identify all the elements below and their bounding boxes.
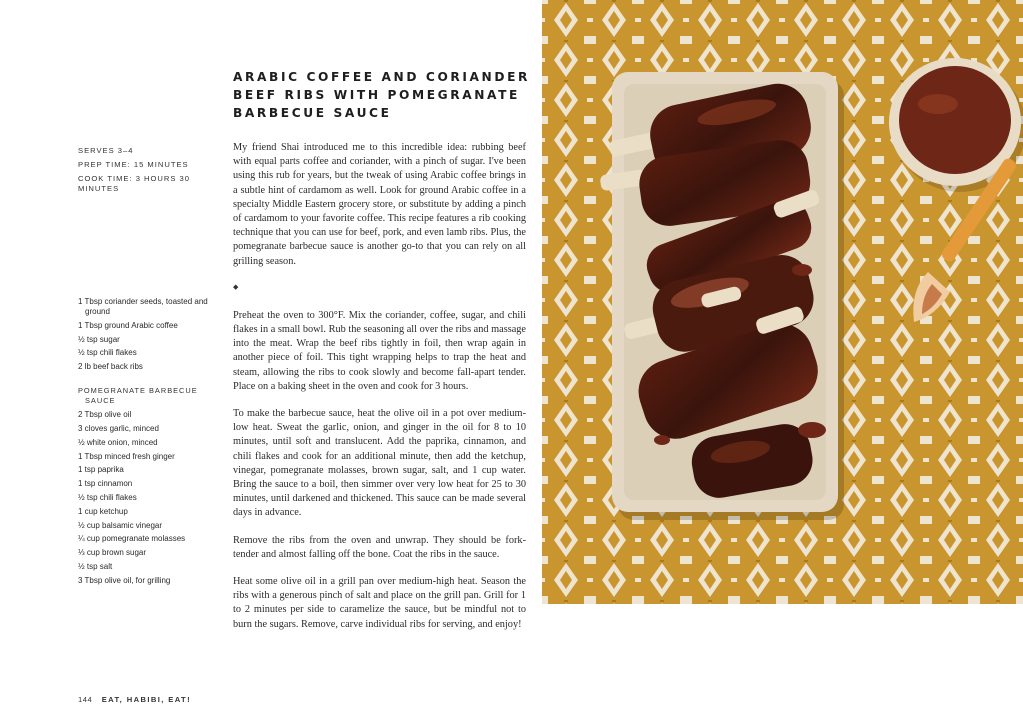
- book-title: EAT, HABIBI, EAT!: [101, 695, 192, 704]
- page-number: 144: [78, 695, 93, 704]
- sauce-ingredient-item: 1 tsp cinnamon: [78, 479, 133, 489]
- ingredient-item: ½ tsp sugar: [78, 334, 120, 344]
- sauce-ingredient-item: 1 cup ketchup: [78, 506, 128, 516]
- sauce-ingredient-item: ½ white onion, minced: [78, 437, 158, 447]
- sauce-ingredient-item: 2 Tbsp olive oil: [78, 410, 132, 420]
- sauce-ingredient-item: ⅓ cup brown sugar: [78, 548, 147, 558]
- sauce-ingredient-item: ½ cup balsamic vinegar: [78, 520, 163, 530]
- ingredient-item: 2 lb beef back ribs: [78, 362, 143, 372]
- step-paragraph: Heat some olive oil in a grill pan over medium-high heat. Season the ribs with a generous pinch of salt and place on the grill pan. Grill for 1 to 2 minutes per side to caramelize the sauce, but be mindful not to burn the sugars. Remove, carve individual ribs for serving, and enjoy!: [233, 576, 526, 630]
- ingredients-list: [78, 297, 223, 590]
- intro-paragraph: My friend Shai introduced me to this incredible idea: rubbing beef with equal parts coffee and coriander, with a pinch of sugar. I've been using this rub for years, but the tweak of using Arabic coffee brings in a subtle hint of cardamom as well. Look for ground Arabic coffee in a specialty Middle Eastern grocery store, or substitute by adding a pinch of cardamom to your favorite coffee. This recipe features a rib cooking technique that you can use for beef, pork, and even lamb ribs. Plus, the pomegranate barbecue sauce is another go-to that you can rely on all grilling season.: [233, 142, 526, 267]
- sauce-ingredient-item: 3 cloves garlic, minced: [78, 423, 159, 433]
- sauce-ingredient-item: ¼ cup pomegranate molasses: [78, 534, 186, 544]
- separator-diamond: ◆: [233, 282, 239, 291]
- sauce-ingredient-item: ½ tsp chili flakes: [78, 492, 137, 502]
- cook-time-label: COOK TIME: 3 HOURS 30 MINUTES: [78, 174, 191, 193]
- sauce-ingredient-item: 1 tsp paprika: [78, 465, 124, 475]
- step-paragraph: To make the barbecue sauce, heat the olive oil in a pot over medium-low heat. Sweat the garlic, onion, and ginger in the oil for 8 to 10 minutes, until soft and translucent. Add the paprika, cinnamon, and chili flakes and cook for an additional minute, then add the ketchup, vinegar, pomegranate molasses, brown sugar, salt, and 1 cup water. Bring the sauce to a boil, then simmer over very low heat for 25 to 30 minutes, until darkened and thickened. This sauce can be made several days in advance.: [233, 408, 526, 519]
- recipe-body: [233, 141, 526, 645]
- step-paragraph: Remove the ribs from the oven and unwrap. They should be fork-tender and almost falling off the bone. Coat the ribs in the sauce.: [233, 534, 526, 560]
- serves-label: SERVES 3–4: [78, 146, 134, 155]
- sauce-ingredient-item: 3 Tbsp olive oil, for grilling: [78, 575, 171, 585]
- sauce-subheading: POMEGRANATE BARBECUE SAUCE: [78, 386, 198, 406]
- ingredient-item: 1 Tbsp coriander seeds, toasted and ground: [78, 297, 208, 316]
- ingredient-item: 1 Tbsp ground Arabic coffee: [78, 320, 178, 330]
- food-photo: [542, 0, 1023, 604]
- sauce-ingredient-item: 1 Tbsp minced fresh ginger: [78, 451, 175, 461]
- step-paragraph: Preheat the oven to 300°F. Mix the coriander, coffee, sugar, and chili flakes in a small bowl. Rub the seasoning all over the ribs and massage into the meat. Wrap the beef ribs tightly in foil, then wrap again in another piece of foil. This tight wrapping helps to trap the heat and steam, allowing the ribs to cook slowly and become fall-apart tender. Place on a baking sheet in the oven and cook for 3 hours.: [233, 309, 526, 392]
- recipe-meta: [78, 146, 218, 198]
- recipe-title: ARABIC COFFEE AND CORIANDER BEEF RIBS WITH POMEGRANATE BARBECUE SAUCE: [233, 70, 530, 120]
- ingredient-item: ½ tsp chili flakes: [78, 348, 137, 358]
- page-footer: [78, 695, 191, 704]
- sauce-ingredient-item: ½ tsp salt: [78, 561, 113, 571]
- prep-time-label: PREP TIME: 15 MINUTES: [78, 160, 189, 169]
